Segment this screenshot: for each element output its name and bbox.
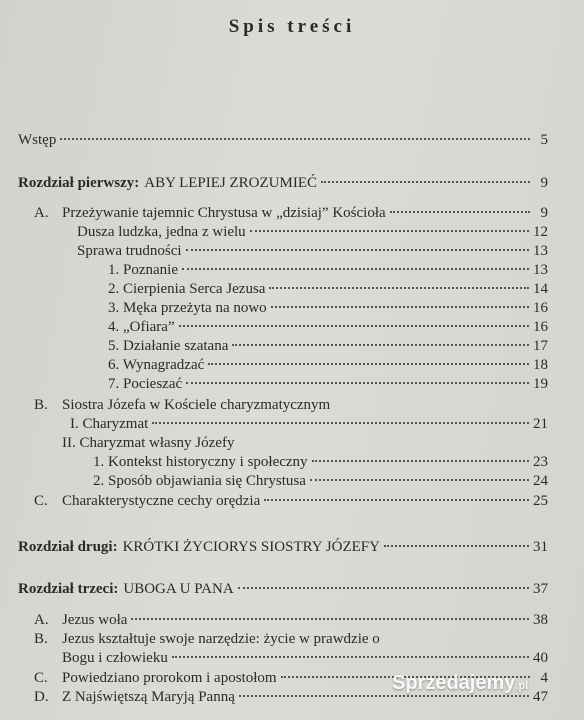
- chapter-prefix: Rozdział pierwszy:: [18, 175, 140, 191]
- entry-label: Przeżywanie tajemnic Chrystusa w „dzisiaj” Kościoła: [62, 205, 386, 221]
- dot-leader: [390, 211, 530, 213]
- page-number: 16: [533, 319, 548, 335]
- entry-label: Wstęp: [18, 132, 57, 148]
- entry-label: 7. Pocieszać: [108, 376, 183, 392]
- section-marker: B.: [34, 631, 48, 647]
- toc-entry-intro: [18, 131, 548, 149]
- page-number: 14: [533, 281, 548, 297]
- toc-entry-3b: [62, 649, 548, 667]
- toc-entry-1a-6: [108, 318, 548, 336]
- section-title: Siostra Józefa w Kościele charyzmatycznym: [62, 397, 331, 413]
- entry-label: 5. Działanie szatana: [108, 338, 229, 354]
- toc-entry-1b-2: II. Charyzmat własny Józefy: [62, 435, 235, 451]
- page-number: 37: [533, 581, 548, 597]
- toc-entry-1a-2: [77, 242, 548, 260]
- toc-entry-3a: [62, 611, 548, 629]
- entry-label: 1. Poznanie: [108, 262, 178, 278]
- page-number: 38: [533, 612, 548, 628]
- entry-label: 2. Sposób objawiania się Chrystusa: [93, 473, 306, 489]
- entry-label: 6. Wynagradzać: [108, 357, 205, 373]
- dot-leader: [271, 306, 529, 308]
- toc-entry-1a-4: [108, 280, 548, 298]
- toc-entry-1a-7: [108, 337, 548, 355]
- page-number: 17: [533, 338, 548, 354]
- dot-leader: [208, 363, 529, 365]
- watermark-suffix: .pl: [515, 680, 529, 692]
- section-marker: A.: [34, 205, 49, 221]
- toc-entry-1c: [62, 492, 548, 510]
- dot-leader: [250, 230, 529, 232]
- page-number: 13: [533, 243, 548, 259]
- entry-label: Powiedziano prorokom i apostołom: [62, 670, 277, 686]
- chapter-title: KRÓTKI ŻYCIORYS SIOSTRY JÓZEFY: [122, 539, 380, 555]
- toc-entry-1a-9: [108, 375, 548, 393]
- chapter-heading-3: [18, 580, 548, 598]
- section-marker: C.: [34, 493, 48, 509]
- dot-leader: [384, 545, 529, 547]
- dot-leader: [60, 138, 530, 140]
- toc-entry-1a: [62, 204, 548, 222]
- entry-label: Bogu i człowieku: [62, 650, 168, 666]
- dot-leader: [186, 249, 529, 251]
- toc-entry-1a-5: [108, 299, 548, 317]
- page-number: 23: [533, 454, 548, 470]
- section-marker: D.: [34, 689, 49, 705]
- entry-label: 1. Kontekst historyczny i społeczny: [93, 454, 308, 470]
- dot-leader: [172, 656, 529, 658]
- entry-label: I. Charyzmat: [70, 416, 149, 432]
- entry-label: Dusza ludzka, jedna z wielu: [77, 224, 246, 240]
- page-number: 31: [533, 539, 548, 555]
- dot-leader: [238, 587, 529, 589]
- page-number: 5: [540, 132, 548, 148]
- toc-entry-1a-1: [77, 223, 548, 241]
- page-number: 24: [533, 473, 548, 489]
- dot-leader: [182, 268, 529, 270]
- toc-entry-1b-4: [93, 472, 548, 490]
- toc-entry-1a-3: [108, 261, 548, 279]
- page-number: 19: [533, 376, 548, 392]
- entry-label: 4. „Ofiara”: [108, 319, 175, 335]
- entry-label: Charakterystyczne cechy orędzia: [62, 493, 261, 509]
- toc-entry-1b-1: [70, 415, 548, 433]
- page-number: 21: [533, 416, 548, 432]
- page-number: 9: [540, 205, 548, 221]
- chapter-title: UBOGA U PANA: [123, 581, 234, 597]
- entry-label: 2. Cierpienia Serca Jezusa: [108, 281, 266, 297]
- section-marker: B.: [34, 397, 48, 413]
- dot-leader: [312, 460, 529, 462]
- page-number: 9: [540, 175, 548, 191]
- entry-label: Jezus woła: [62, 612, 128, 628]
- chapter-prefix: Rozdział drugi:: [18, 539, 118, 555]
- dot-leader: [321, 181, 530, 183]
- page-number: 25: [533, 493, 548, 509]
- chapter-heading-2: [18, 538, 548, 556]
- page-number: 4: [540, 670, 548, 686]
- chapter-heading-1: [18, 174, 548, 192]
- toc-title: Spis treści: [228, 16, 356, 37]
- page-number: 12: [533, 224, 548, 240]
- dot-leader: [152, 422, 529, 424]
- entry-label: 3. Męka przeżyta na nowo: [108, 300, 267, 316]
- dot-leader: [264, 499, 529, 501]
- toc-entry-1a-8: [108, 356, 548, 374]
- dot-leader: [232, 344, 529, 346]
- dot-leader: [131, 618, 529, 620]
- entry-label: Sprawa trudności: [77, 243, 182, 259]
- chapter-prefix: Rozdział trzeci:: [18, 581, 119, 597]
- page-number: 18: [533, 357, 548, 373]
- dot-leader: [186, 382, 529, 384]
- dot-leader: [239, 695, 529, 697]
- page-number: 16: [533, 300, 548, 316]
- toc-entry-1b-3: [93, 453, 548, 471]
- entry-label: Z Najświętszą Maryją Panną: [62, 689, 235, 705]
- section-marker: C.: [34, 670, 48, 686]
- page-number: 13: [533, 262, 548, 278]
- section-marker: A.: [34, 612, 49, 628]
- watermark-text: Sprzedajemy: [392, 672, 516, 694]
- page-number: 47: [533, 689, 548, 705]
- dot-leader: [269, 287, 529, 289]
- section-title: Jezus kształtuje swoje narzędzie: życie w prawdzie o: [62, 631, 380, 647]
- chapter-title: ABY LEPIEJ ZROZUMIEĆ: [144, 175, 318, 191]
- watermark-logo: [392, 672, 528, 695]
- dot-leader: [179, 325, 529, 327]
- page-number: 40: [533, 650, 548, 666]
- dot-leader: [310, 479, 529, 481]
